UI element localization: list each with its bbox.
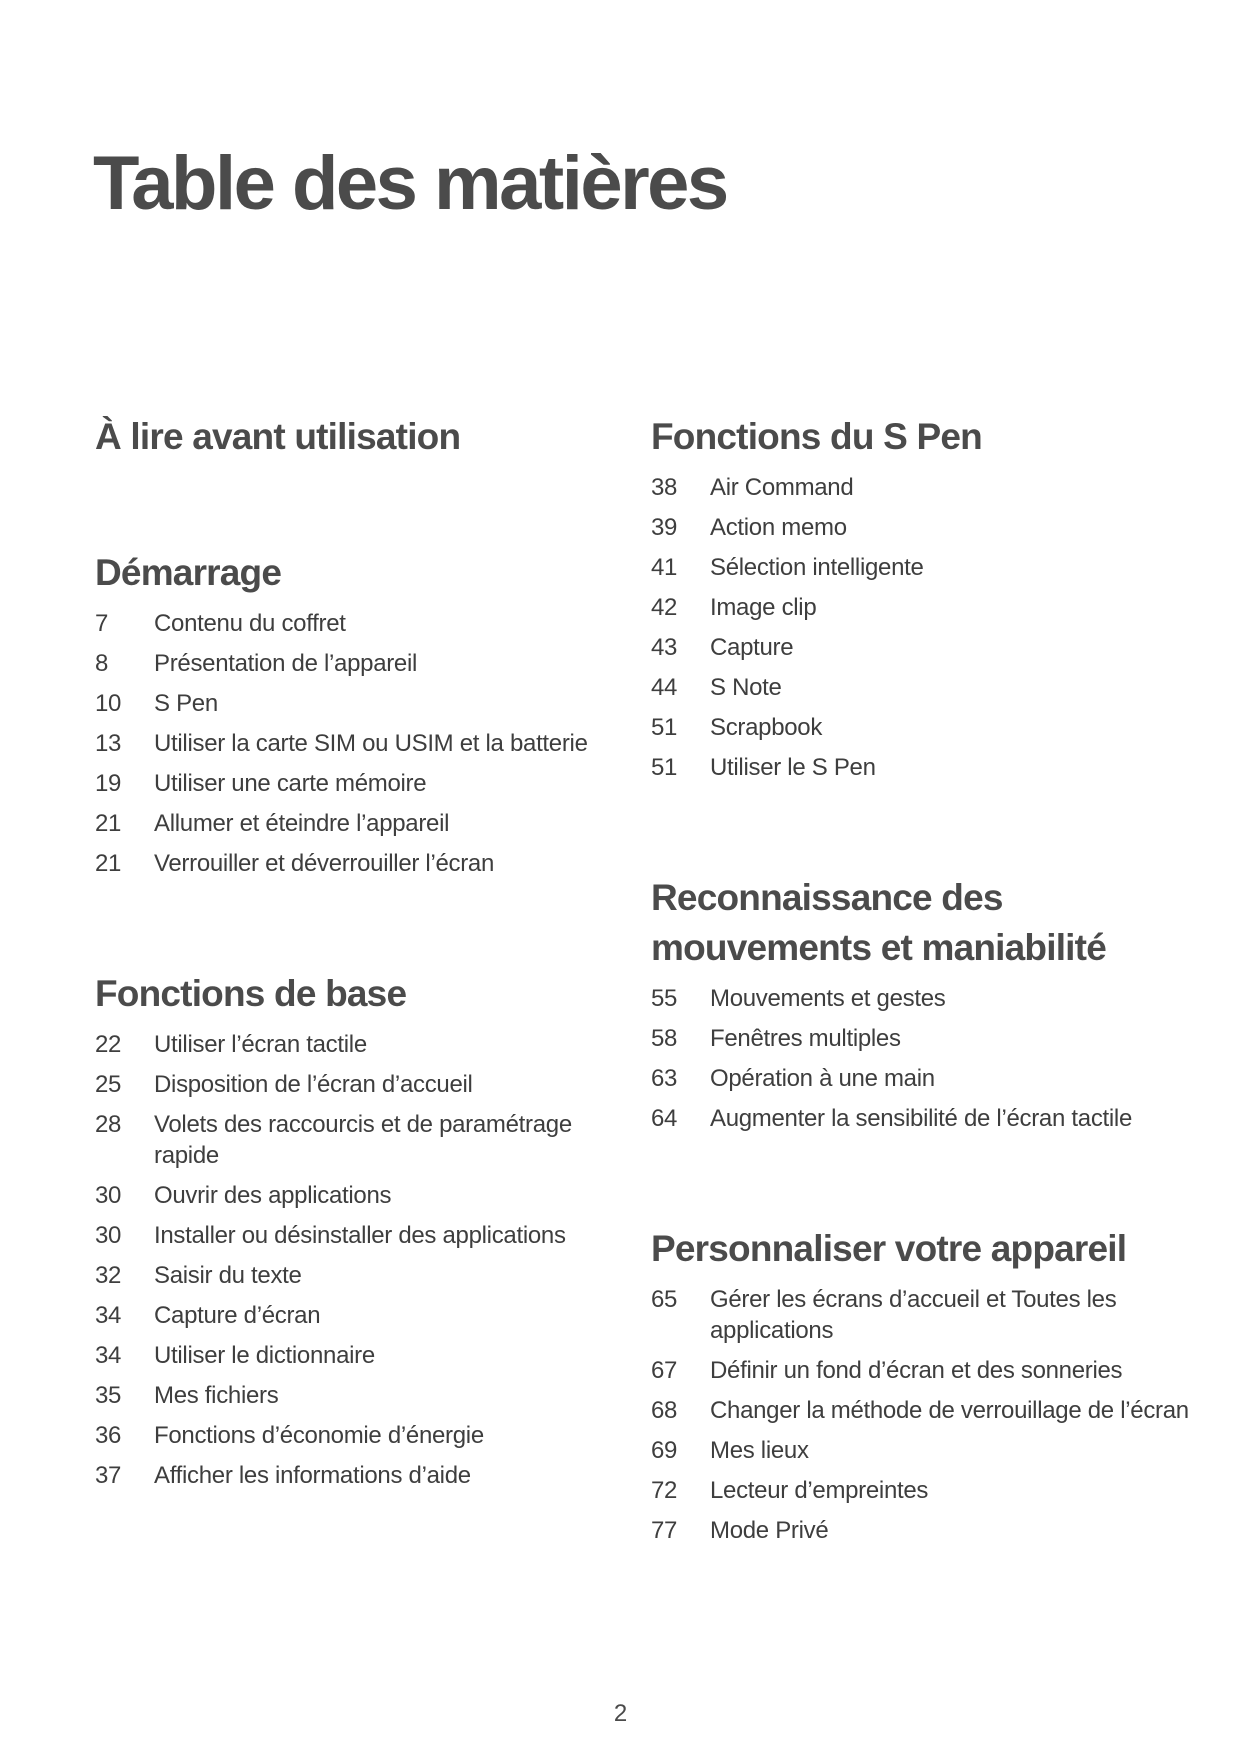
toc-entry-label: Gérer les écrans d’accueil et Toutes les applications [710,1286,1117,1344]
toc-entry[interactable] [651,1355,1191,1386]
toc-page-number: 41 [651,554,678,581]
toc-entry-label: Afficher les informations d’aide [154,1462,471,1489]
toc-entry-label: Mode Privé [710,1517,829,1544]
toc-section [651,412,1191,783]
toc-entry[interactable] [95,1180,615,1211]
toc-entry-label: Fenêtres multiples [710,1025,901,1052]
toc-entry[interactable] [651,1395,1191,1426]
toc-entry[interactable] [95,1260,615,1291]
toc-entry-label: Utiliser le dictionnaire [154,1342,375,1369]
toc-page-number: 51 [651,714,678,741]
toc-column-right [651,412,1191,1636]
toc-list [651,1284,1191,1546]
toc-entry[interactable] [651,552,1191,583]
toc-entry[interactable] [651,632,1191,663]
toc-page-number: 32 [95,1262,122,1289]
section-title[interactable]: Fonctions du S Pen [651,416,982,457]
toc-entry-label: Utiliser une carte mémoire [154,770,427,797]
toc-entry[interactable] [651,1284,1191,1346]
toc-page-number: 28 [95,1111,122,1138]
toc-page-number: 58 [651,1025,678,1052]
toc-entry-label: Mes fichiers [154,1382,279,1409]
toc-entry-label: Contenu du coffret [154,610,346,637]
section-title[interactable]: Démarrage [95,552,282,593]
toc-entry[interactable] [95,608,615,639]
toc-section [95,412,615,462]
section-title[interactable]: À lire avant utilisation [95,416,461,457]
toc-entry[interactable] [95,1069,615,1100]
toc-entry[interactable] [95,848,615,879]
toc-entry[interactable] [651,472,1191,503]
toc-entry-label: Définir un fond d’écran et des sonneries [710,1357,1123,1384]
toc-entry-label: Volets des raccourcis et de paramétrage rapide [154,1111,572,1169]
toc-page-number: 63 [651,1065,678,1092]
toc-entry[interactable] [651,592,1191,623]
toc-section [651,873,1191,1134]
toc-entry-label: Présentation de l’appareil [154,650,418,677]
toc-entry-label: Saisir du texte [154,1262,302,1289]
toc-page-number: 30 [95,1182,122,1209]
toc-page-number: 39 [651,514,678,541]
toc-page-number: 43 [651,634,678,661]
toc-page-number: 38 [651,474,678,501]
toc-entry[interactable] [95,1380,615,1411]
toc-section [651,1224,1191,1546]
toc-entry[interactable] [95,728,615,759]
toc-entry[interactable] [651,512,1191,543]
toc-page-number: 55 [651,985,678,1012]
toc-page-number: 72 [651,1477,678,1504]
toc-page-number: 77 [651,1517,678,1544]
toc-list [95,608,615,879]
toc-entry[interactable] [651,983,1191,1014]
toc-page-number: 34 [95,1302,122,1329]
toc-entry[interactable] [95,1460,615,1491]
toc-page-number: 65 [651,1286,678,1313]
toc-entry-label: Utiliser l’écran tactile [154,1031,367,1058]
toc-section [95,548,615,879]
toc-page-number: 44 [651,674,678,701]
toc-page-number: 25 [95,1071,122,1098]
toc-page-number: 21 [95,850,122,877]
toc-entry[interactable] [95,808,615,839]
toc-page-number: 13 [95,730,122,757]
toc-page-number: 30 [95,1222,122,1249]
toc-entry-label: Fonctions d’économie d’énergie [154,1422,484,1449]
toc-page-number: 10 [95,690,122,717]
toc-entry-label: Allumer et éteindre l’appareil [154,810,450,837]
toc-entry[interactable] [95,1420,615,1451]
toc-entry-label: Lecteur d’empreintes [710,1477,929,1504]
toc-entry-label: Sélection intelligente [710,554,924,581]
toc-entry[interactable] [95,1109,615,1171]
toc-entry-label: Image clip [710,594,817,621]
toc-column-left [95,412,615,1581]
toc-entry-label: Mes lieux [710,1437,809,1464]
toc-entry-label: Air Command [710,474,854,501]
toc-page-number: 36 [95,1422,122,1449]
toc-entry[interactable] [95,1340,615,1371]
toc-page-number: 69 [651,1437,678,1464]
toc-entry[interactable] [651,1103,1191,1134]
toc-entry[interactable] [95,1300,615,1331]
section-title[interactable]: Personnaliser votre appareil [651,1228,1127,1269]
toc-entry[interactable] [95,688,615,719]
toc-page-number: 67 [651,1357,678,1384]
toc-page-number: 64 [651,1105,678,1132]
toc-entry[interactable] [651,1063,1191,1094]
toc-page-number: 42 [651,594,678,621]
toc-entry-label: S Pen [154,690,218,717]
toc-entry[interactable] [95,1220,615,1251]
toc-page-number: 68 [651,1397,678,1424]
toc-entry-label: Ouvrir des applications [154,1182,392,1209]
toc-entry[interactable] [651,752,1191,783]
section-title[interactable]: Reconnaissance des mouvements et maniabilité [651,877,1106,968]
toc-entry[interactable] [95,768,615,799]
toc-section [95,969,615,1491]
toc-page-number: 8 [95,650,109,677]
toc-entry-label: Augmenter la sensibilité de l’écran tactile [710,1105,1132,1132]
page-number: 2 [613,1700,628,1727]
toc-page-number: 19 [95,770,122,797]
toc-entry[interactable] [95,648,615,679]
toc-entry[interactable] [95,1029,615,1060]
toc-entry[interactable] [651,712,1191,743]
toc-page-number: 51 [651,754,678,781]
toc-entry-label: Disposition de l’écran d’accueil [154,1071,473,1098]
toc-entry[interactable] [651,1515,1191,1546]
toc-entry-label: Action memo [710,514,847,541]
toc-list [651,472,1191,783]
toc-page-number: 7 [95,610,109,637]
toc-page-number: 22 [95,1031,122,1058]
toc-entry-label: Scrapbook [710,714,823,741]
toc-page-number: 37 [95,1462,122,1489]
toc-entry-label: Installer ou désinstaller des applications [154,1222,566,1249]
toc-entry[interactable] [651,1435,1191,1466]
toc-entry[interactable] [651,1023,1191,1054]
toc-entry-label: Verrouiller et déverrouiller l’écran [154,850,495,877]
toc-entry-label: Changer la méthode de verrouillage de l’écran [710,1397,1189,1424]
toc-page-number: 21 [95,810,122,837]
toc-entry-label: Mouvements et gestes [710,985,946,1012]
toc-list [95,1029,615,1491]
page-title: Table des matières [93,141,727,226]
toc-entry[interactable] [651,672,1191,703]
toc-entry[interactable] [651,1475,1191,1506]
toc-entry-label: Opération à une main [710,1065,935,1092]
toc-list [651,983,1191,1134]
toc-entry-label: Capture d’écran [154,1302,321,1329]
toc-page-number: 34 [95,1342,122,1369]
toc-entry-label: S Note [710,674,782,701]
section-title[interactable]: Fonctions de base [95,973,407,1014]
toc-entry-label: Utiliser la carte SIM ou USIM et la batterie [154,730,588,757]
toc-entry-label: Utiliser le S Pen [710,754,876,781]
toc-entry-label: Capture [710,634,794,661]
toc-page-number: 35 [95,1382,122,1409]
